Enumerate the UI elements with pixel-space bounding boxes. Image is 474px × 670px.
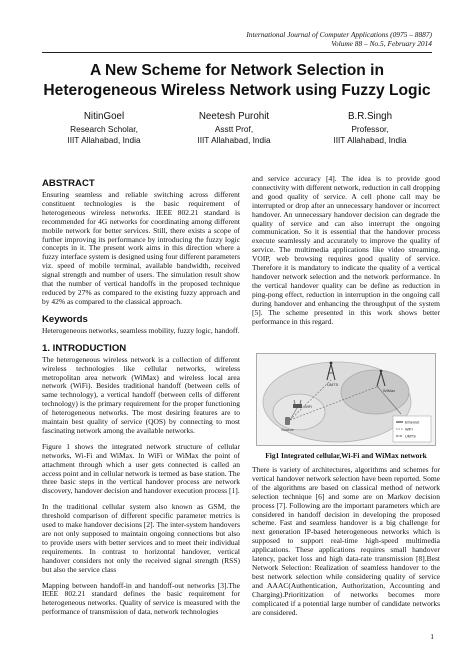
author-name: NitinGoel (83, 111, 125, 122)
intro-paragraph-4: Mapping between handoff-in and handoff-out networks [3].The IEEE 802.21 standard defines the basic requirement for heterogeneous networks. Quality of service is measured with the performance of transmission of data, network technologies (42, 580, 240, 617)
keywords-text: Heterogeneous networks, seamless mobility, fuzzy logic, handoff. (42, 325, 240, 335)
figure-caption: Fig1 Integrated cellular,Wi-Fi and WiMax network (265, 451, 427, 460)
network-diagram (257, 354, 435, 445)
page-number: 1 (430, 632, 434, 641)
author-name: Neetesh Purohit (198, 111, 270, 122)
abstract-text: Ensuring seamless and reliable switching across different constituent technologies is the basic requirement of heterogeneous wireless networks. IEEE 802.21 standard is recommended for 4G networks for coordinating among different mobile network for better services. Still, there exists a scope of further improving its performance by introducing the fuzzy logic concepts in it. The present work aims in this direction where a fuzzy interface system is designed using four different parameters viz. speed of mobile terminal, available bandwidth, received signal strength and number of users. The simulation result show that the number of vertical handoffs in the proposed technique reduced by 27% as compared to the existing fuzzy approach and by 42% as compared to the classical approach. (42, 190, 240, 306)
title-line-1: A New Scheme for Network Selection in (89, 62, 385, 79)
journal-name: International Journal of Computer Applications (0975 – 8887) (246, 30, 432, 39)
right-paragraph-2: There is variety of architectures, algorithms and schemes for vertical handover network selection have been reported. Some of the algorithms are based on classical method of network selection technique [6] and some are on Markov decision process [7]. Following are the important parameters which are considered in handoff decision in developing the proposed scheme. Fast and seamless handover is a big challenge for next generation IP-based heterogeneous networks which is supposed to support real-time high-speed multimedia applications. These applications requires small handover latency, packet loss and high data-rate transmission [8].Best Network Selection: Realization of seamless handover to the best network selection while considering quality of service and AAAC(Authentication, Authorization, Accounting and Charging).Prioritization of networks becomes more complicated if a potential large number of candidate networks are considered. (252, 465, 440, 617)
author-affiliation: IIIT Allahabad, India (197, 134, 271, 145)
keywords-heading: Keywords (42, 313, 88, 325)
header-rule (42, 52, 432, 53)
author-role: Asstt Prof, (214, 123, 254, 134)
author-affiliation: IIIT Allahabad, India (333, 134, 407, 145)
title-line-2: Heterogeneous Wireless Network using Fuzzy Logic (43, 81, 431, 99)
wifi-coverage-area (273, 394, 325, 430)
right-paragraph-1: and service accuracy [4]. The idea is to provide good connectivity with different network, reduction in call dropping and good quality of service. A cell phone call may be interrupted or drop after an unnecessary handover or incorrect handover. An unnecessary handover decision can degrade the quality of service and can also interrupt the ongoing communication. So it is essential that the handover process execute seamlessly and accurately to improve the quality of service. The multimedia applications like video streaming, VOIP, web browsing requires good quality of service. Therefore it is mandatory to indicate the quality of a vertical handover network selection and the network performance. In the vertical handover quality can be define as reduction in ping-pong effect, reduction in interruption in the ongoing call during handover and enhancing the throughput of the system [5]. The scheme presented in this work shows better performance in this regard. (252, 174, 440, 326)
mobile-source-icon (285, 417, 290, 425)
author-block-1 (34, 111, 174, 146)
author-block-2 (164, 111, 304, 146)
paper-title (40, 61, 434, 100)
intro-paragraph-1: The heterogeneous wireless network is a collection of different wireless technologies like cellular networks, wireless metropolitan area network (WiMax) and wireless local area network (WiFi). Besides traditional handoff (between cells of same technology), a vertical handoff (between cells of different technology) is the primary requirement for the proper functioning of heterogeneous networks. The most desiring features are to maintain best quality of service (QOS) by connecting to most fascinating network among the available networks. (42, 354, 240, 435)
wifi-label: WiFi (304, 404, 312, 409)
umts-label: UMTS (327, 382, 339, 387)
intro-paragraph-3: In the traditional cellular system also known as GSM, the threshold comparison of different specific parameter metrics is used to make handover decisions [2]. The inter-system handovers are not only supposed to maintain ongoing connections but also to provide users with better services and to meet their individual requirements. In contrast to horizontal handover, vertical handover considers not only the received signal strength (RSS) but also the service class (42, 502, 240, 574)
legend-ethernet: Ethernet (405, 420, 420, 425)
right-column (252, 175, 440, 333)
wimax-coverage-area (341, 370, 409, 414)
author-block-3 (300, 111, 440, 146)
author-affiliation: IIIT Allahabad, India (67, 134, 141, 145)
abstract-heading: ABSTRACT (42, 178, 95, 189)
network-figure (256, 353, 436, 446)
figure-legend (393, 416, 431, 442)
author-name: B.R.Singh (347, 111, 393, 122)
introduction-heading: 1. INTRODUCTION (42, 342, 127, 354)
legend-umts: UMTS (405, 434, 416, 439)
left-column (42, 178, 240, 624)
journal-volume: Volume 88 – No.5, February 2014 (331, 39, 432, 49)
author-role: Research Scholar, (70, 123, 138, 134)
wimax-label: WiMax (383, 388, 396, 393)
legend-wifi: WiFi (405, 427, 413, 432)
journal-header (172, 30, 432, 49)
intro-paragraph-2: Figure 1 shows the integrated network structure of cellular networks, Wi-Fi and WiMax. In WiFi or WiMax the point of attachment through which a user gets connected is called an access point and in cellular network is termed as base station. The three basic steps in the vertical handover process are network discovery, handover decision and handover execution process [1]. (42, 441, 240, 496)
source-label: Source (281, 427, 294, 432)
right-column-lower (252, 466, 440, 624)
author-role: Professor, (351, 123, 389, 134)
